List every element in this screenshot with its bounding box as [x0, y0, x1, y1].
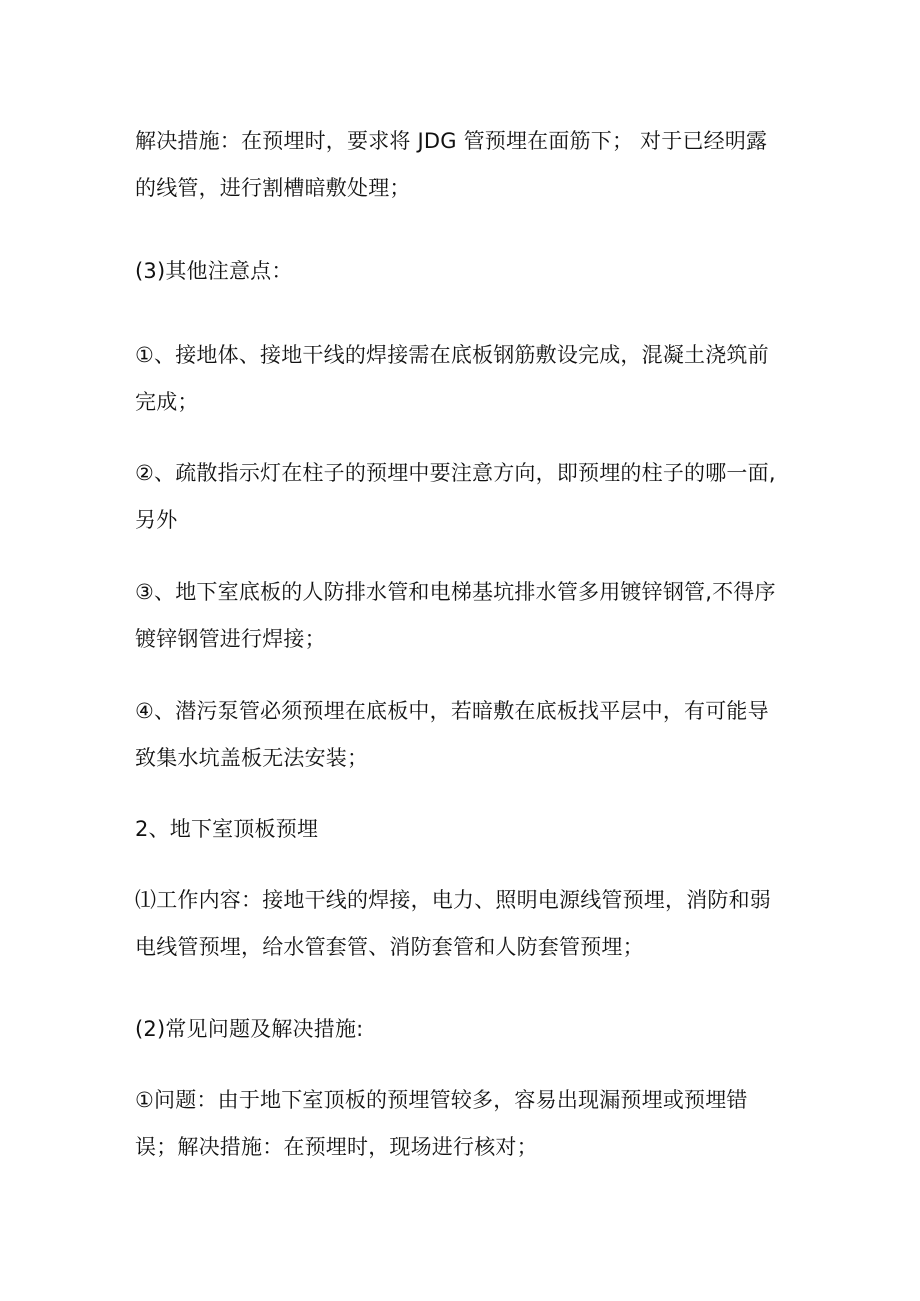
text-line: 解决措施：在预埋时，要求将 JDG 管预埋在面筋下； 对于已经明露: [135, 129, 768, 153]
text-line: 误；解决措施：在预埋时，现场进行核对；: [135, 1135, 538, 1159]
text-line: (2)常见问题及解决措施:: [135, 1017, 364, 1041]
text-line: 的线管，进行割槽暗敷处理；: [135, 176, 411, 200]
text-line: 镀锌钢管进行焊接；: [135, 627, 326, 651]
paragraph-note-2: [135, 450, 800, 544]
text-line: ③、地下室底板的人防排水管和电梯基坑排水管多用镀锌钢管,不得序: [135, 580, 776, 604]
text-line: 2、地下室顶板预埋: [135, 817, 319, 841]
text-line: ①问题：由于地下室顶板的预埋管较多，容易出现漏预埋或预埋错: [135, 1088, 748, 1112]
paragraph-note-3: [135, 569, 800, 663]
text-line: ⑴工作内容：接地干线的焊接，电力、照明电源线管预埋，消防和弱: [135, 888, 771, 912]
paragraph-note-1: [135, 332, 800, 426]
text-line: 完成；: [135, 390, 199, 414]
paragraph-note-4: [135, 688, 800, 782]
paragraph-issue-1: [135, 1077, 800, 1171]
text-line: 另外: [135, 508, 178, 532]
paragraph-work-content: [135, 877, 800, 971]
paragraph-solution-jdg: [135, 118, 800, 212]
text-line: (3)其他注意点：: [135, 259, 293, 283]
text-line: ①、接地体、接地干线的焊接需在底板钢筋敷设完成，混凝土浇筑前: [135, 343, 769, 367]
section-heading-basement-roof: [135, 806, 800, 853]
text-line: ②、疏散指示灯在柱子的预埋中要注意方向，即预埋的柱子的哪一面,: [135, 461, 776, 485]
text-line: ④、潜污泵管必须预埋在底板中，若暗敷在底板找平层中，有可能导: [135, 699, 769, 723]
text-line: 电线管预埋，给水管套管、消防套管和人防套管预埋；: [135, 935, 644, 959]
paragraph-common-issues-heading: [135, 1006, 800, 1053]
paragraph-other-notes-heading: [135, 248, 800, 295]
text-line: 致集水坑盖板无法安装；: [135, 746, 369, 770]
